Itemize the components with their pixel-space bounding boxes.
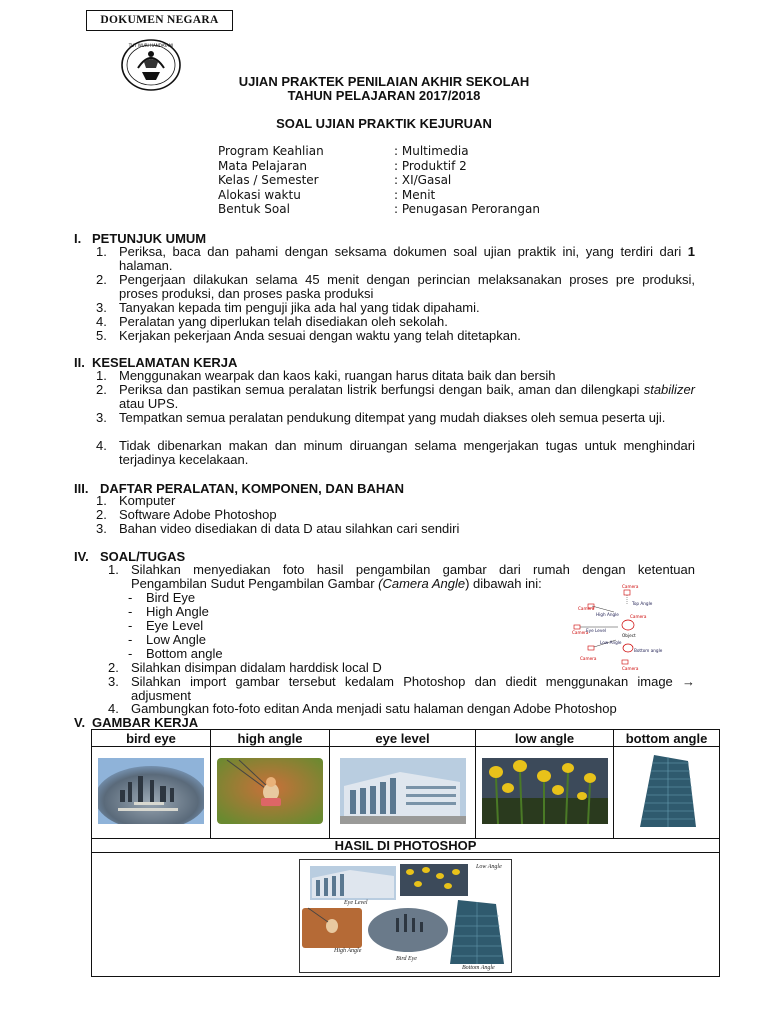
list-item: 3. Bahan video disediakan di data D atau silahkan cari sendiri — [96, 521, 460, 536]
high-angle-photo — [211, 747, 330, 839]
low-angle-photo — [476, 747, 614, 839]
section-petunjuk-umum: I. PETUNJUK UMUM — [74, 231, 207, 246]
list-item: - Bottom angle — [128, 646, 223, 661]
list-item: 2. Silahkan disimpan didalam harddisk local D — [108, 660, 382, 675]
list-item: 3. Tempatkan semua peralatan pendukung ditempat yang mudah diakses oleh semua peserta uji. — [96, 410, 666, 425]
list-item: 1. Menggunakan wearpak dan kaos kaki, ruangan harus ditata baik dan bersih — [96, 368, 556, 383]
table-header: high angle — [211, 730, 330, 747]
list-item: - Low Angle — [128, 632, 206, 647]
exam-subtitle: SOAL UJIAN PRAKTIK KEJURUAN — [276, 116, 492, 131]
table-header: bottom angle — [614, 730, 720, 747]
svg-text:TUT WURI HANDAYANI: TUT WURI HANDAYANI — [128, 43, 174, 48]
svg-text:Camera: Camera — [622, 666, 639, 671]
list-item: 5. Kerjakan pekerjaan Anda sesuai dengan waktu yang telah ditetapkan. — [96, 328, 521, 343]
table-header: bird eye — [92, 730, 211, 747]
table-header: eye level — [330, 730, 476, 747]
caption-bird-eye: Bird Eye — [396, 956, 417, 962]
section-daftar-peralatan: III. DAFTAR PERALATAN, KOMPONEN, DAN BAHAN — [74, 481, 405, 496]
exam-year: TAHUN PELAJARAN 2017/2018 — [287, 88, 481, 103]
photoshop-collage — [299, 859, 512, 973]
list-item: - Bird Eye — [128, 590, 196, 605]
svg-text:Top Angle: Top Angle — [632, 601, 653, 606]
svg-text:Eye Level: Eye Level — [586, 628, 607, 633]
list-item: 2. Periksa dan pastikan semua peralatan listrik berfungsi dengan baik, aman dan dilengkapi stabilizer atau UPS. — [96, 382, 695, 411]
list-item: 4. Peralatan yang diperlukan telah disediakan oleh sekolah. — [96, 314, 448, 329]
exam-title: UJIAN PRAKTEK PENILAIAN AKHIR SEKOLAH — [238, 74, 530, 89]
list-item: 1. Komputer — [96, 493, 176, 508]
list-item: 1. Silahkan menyediakan foto hasil pengambilan gambar dari rumah dengan ketentuan Pengambilan Sudut Pengambilan Gambar (Camera Angle) dibawah ini: — [108, 562, 695, 591]
caption-bottom-angle: Bottom Angle — [462, 965, 495, 971]
list-item: 4. Tidak dibenarkan makan dan minum diruangan selama mengerjakan tugas untuk menghindari terjadinya kecelakaan. — [96, 438, 695, 467]
svg-text:High Angle: High Angle — [596, 612, 619, 617]
eye-level-photo — [330, 747, 476, 839]
caption-low-angle: Low Angle — [476, 864, 502, 870]
list-item: 3. Tanyakan kepada tim penguji jika ada hal yang tidak dipahami. — [96, 300, 480, 315]
section-soal-tugas: IV. SOAL/TUGAS — [74, 549, 186, 564]
gambar-kerja-table — [91, 729, 720, 977]
document-stamp: DOKUMEN NEGARA — [86, 10, 233, 31]
svg-text:Camera: Camera — [572, 630, 589, 635]
list-item: 4. Gambungkan foto-foto editan Anda menjadi satu halaman dengan Adobe Photoshop — [108, 701, 617, 716]
section-keselamatan-kerja: II. KESELAMATAN KERJA — [74, 355, 238, 370]
list-item: 2. Software Adobe Photoshop — [96, 507, 277, 522]
hasil-header: HASIL DI PHOTOSHOP — [92, 839, 720, 853]
list-item: 3. Silahkan import gambar tersebut kedalam Photoshop dan diedit menggunakan image → adjusment — [108, 674, 695, 703]
caption-eye-level: Eye Level — [344, 900, 368, 906]
caption-high-angle: High Angle — [334, 948, 362, 954]
svg-text:Object: Object — [622, 633, 636, 638]
svg-text:Camera: Camera — [578, 606, 595, 611]
svg-text:Camera: Camera — [630, 614, 647, 619]
svg-text:Bottom angle: Bottom angle — [634, 648, 663, 653]
photoshop-result-cell — [92, 853, 720, 977]
section-gambar-kerja: V. GAMBAR KERJA — [74, 715, 199, 730]
svg-text:Camera: Camera — [622, 584, 639, 589]
list-item: - High Angle — [128, 604, 209, 619]
svg-text:Camera: Camera — [580, 656, 597, 661]
list-item: 2. Pengerjaan dilakukan selama 45 menit dengan perincian melaksanakan proses pre produksi, proses produksi, dan proses paska produksi — [96, 272, 695, 301]
list-item: 1. Periksa, baca dan pahami dengan seksama dokumen soal ujian praktik ini, yang terdiri dari 1 halaman. — [96, 244, 695, 273]
camera-angle-diagram — [566, 580, 698, 672]
bird-eye-photo — [92, 747, 211, 839]
list-item: - Eye Level — [128, 618, 204, 633]
table-header: low angle — [476, 730, 614, 747]
svg-text:Low Angle: Low Angle — [600, 640, 622, 645]
bottom-angle-photo — [614, 747, 720, 839]
